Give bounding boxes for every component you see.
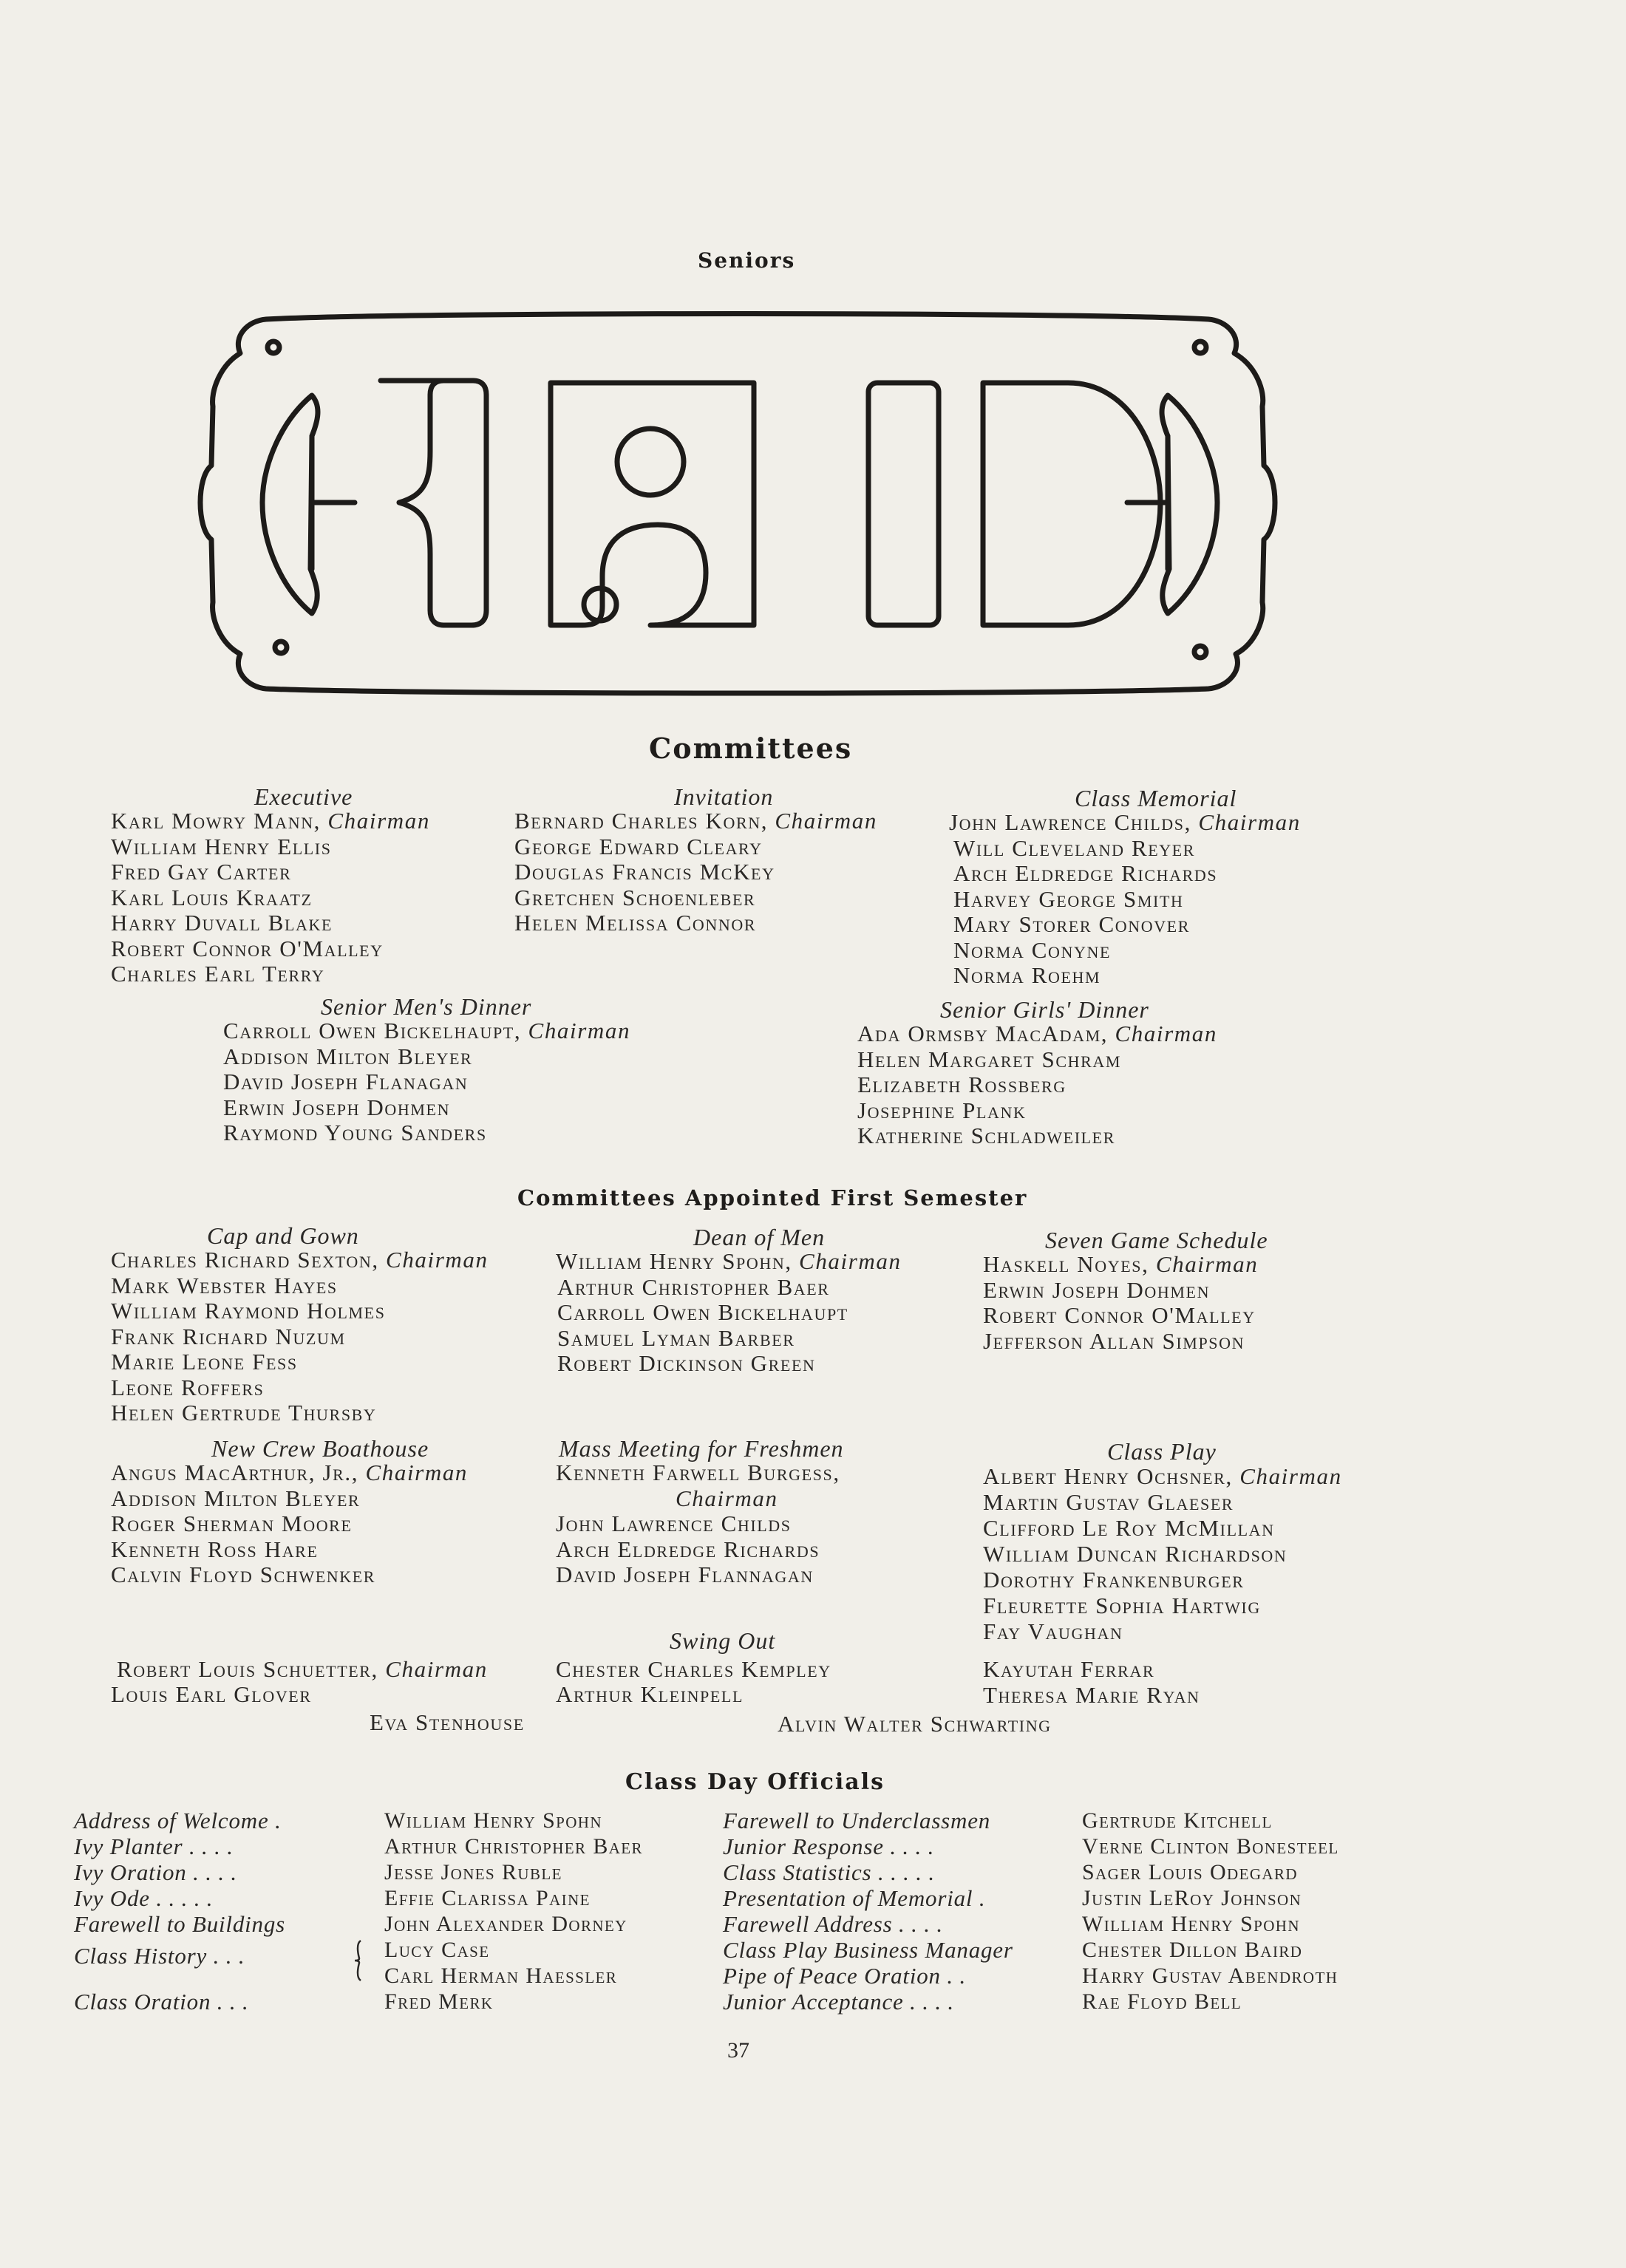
history-brace	[352, 1938, 367, 1983]
digit-1	[381, 381, 486, 625]
class-day-left-roles: Address of Welcome . Ivy Planter . . . . Ivy Oration . . . . Ivy Ode . . . . . Farewell to Buildings Class History . . . Class Oration . . .	[74, 1808, 286, 2015]
class-play-heading: Class Play	[1107, 1438, 1217, 1465]
swing-out-heading: Swing Out	[670, 1627, 776, 1654]
swing-out-member: Alvin Walter Schwarting	[778, 1711, 1052, 1737]
committees-heading: Committees	[649, 732, 853, 765]
running-head: Seniors	[698, 248, 796, 273]
swing-out-member: Eva Stenhouse	[370, 1709, 525, 1735]
cap-and-gown-members: Charles Richard Sexton, Chairman Mark Webster Hayes William Raymond Holmes Frank Richard Nuzum Marie Leone Fess Leone Roffers Helen Gertrude Thursby	[111, 1247, 489, 1426]
swing-out-member: Louis Earl Glover	[111, 1681, 312, 1707]
class-day-left-names: William Henry Spohn Arthur Christopher Baer Jesse Jones Ruble Effie Clarissa Paine John Alexander Dorney Lucy Case Carl Herman Haessler Fred Merk	[384, 1808, 643, 2014]
class-day-right-names: Gertrude Kitchell Verne Clinton Bonesteel Sager Louis Odegard Justin LeRoy Johnson William Henry Spohn Chester Dillon Baird Harry Gustav Abendroth Rae Floyd Bell	[1082, 1808, 1339, 2014]
digit-1-second	[868, 383, 939, 625]
senior-mens-dinner-heading: Senior Men's Dinner	[321, 993, 532, 1020]
seven-game-schedule-heading: Seven Game Schedule	[1045, 1227, 1268, 1253]
digit-9	[551, 383, 754, 625]
invitation-heading: Invitation	[674, 783, 774, 810]
mass-meeting-members: Kenneth Farwell Burgess, Chairman John Lawrence Childs Arch Eldredge Richards David Joseph Flannagan	[556, 1460, 840, 1587]
class-year-emblem	[177, 303, 1301, 702]
class-memorial-heading: Class Memorial	[1075, 785, 1237, 811]
class-memorial-members: John Lawrence Childs, Chairman Will Cleveland Reyer Arch Eldredge Richards Harvey George Smith Mary Storer Conover Norma Conyne Norma Roehm	[949, 809, 1301, 988]
senior-mens-dinner-members: Carroll Owen Bickelhaupt, Chairman Addison Milton Bleyer David Joseph Flanagan Erwin Joseph Dohmen Raymond Young Sanders	[223, 1018, 631, 1145]
executive-heading: Executive	[254, 783, 353, 810]
class-play-members: Albert Henry Ochsner, Chairman Martin Gustav Glaeser Clifford Le Roy McMillan William Duncan Richardson Dorothy Frankenburger Fleurette Sophia Hartwig Fay Vaughan Kayutah Ferrar Theresa Marie Ryan	[983, 1463, 1342, 1708]
seven-game-schedule-members: Haskell Noyes, Chairman Erwin Joseph Dohmen Robert Connor O'Malley Jefferson Allan Simpson	[983, 1251, 1259, 1354]
swing-out-member: Arthur Kleinpell	[556, 1681, 744, 1707]
senior-girls-dinner-members: Ada Ormsby MacAdam, Chairman Helen Margaret Schram Elizabeth Rossberg Josephine Plank Katherine Schladweiler	[857, 1021, 1217, 1148]
executive-members: Karl Mowry Mann, Chairman William Henry Ellis Fred Gay Carter Karl Louis Kraatz Harry Duvall Blake Robert Connor O'Malley Charles Earl Terry	[111, 808, 430, 987]
senior-girls-dinner-heading: Senior Girls' Dinner	[940, 996, 1149, 1023]
new-crew-boathouse-heading: New Crew Boathouse	[211, 1435, 429, 1462]
new-crew-boathouse-members: Angus MacArthur, Jr., Chairman Addison Milton Bleyer Roger Sherman Moore Kenneth Ross Hare Calvin Floyd Schwenker	[111, 1460, 469, 1587]
swing-out-member: Robert Louis Schuetter, Chairman	[117, 1656, 488, 1682]
class-day-right-roles: Farewell to Underclassmen Junior Response . . . . Class Statistics . . . . . Presentation of Memorial . Farewell Address . . . . Class Play Business Manager Pipe of Peace Oration . . Junior Acceptance . . . .	[723, 1808, 1013, 2015]
mass-meeting-heading: Mass Meeting for Freshmen	[559, 1435, 844, 1462]
frame-outline	[200, 314, 1275, 694]
class-day-heading: Class Day Officials	[625, 1769, 885, 1795]
cap-and-gown-heading: Cap and Gown	[207, 1222, 359, 1249]
dean-of-men-members: William Henry Spohn, Chairman Arthur Christopher Baer Carroll Owen Bickelhaupt Samuel Lyman Barber Robert Dickinson Green	[556, 1248, 902, 1376]
page-number: 37	[727, 2038, 749, 2063]
swing-out-member: Chester Charles Kempley	[556, 1656, 831, 1682]
invitation-members: Bernard Charles Korn, Chairman George Edward Cleary Douglas Francis McKey Gretchen Schoenleber Helen Melissa Connor	[514, 808, 877, 936]
first-semester-heading: Committees Appointed First Semester	[517, 1185, 1028, 1210]
dean-of-men-heading: Dean of Men	[693, 1224, 826, 1250]
